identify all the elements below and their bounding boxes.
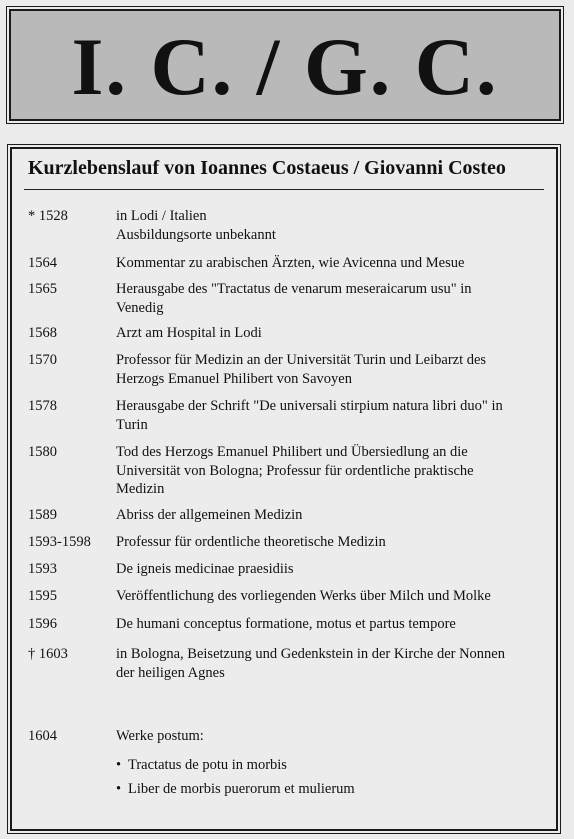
entry-line: Herausgabe der Schrift "De universali stirpium natura libri duo" in [116, 398, 503, 414]
entry-line: Tod des Herzogs Emanuel Philibert und Übersiedlung an die [116, 444, 468, 460]
entry-year: 1595 [28, 588, 57, 604]
timeline-entry-1528 [28, 207, 542, 244]
entry-line: Kommentar zu arabischen Ärzten, wie Avicenna und Mesue [116, 255, 465, 271]
entry-description [116, 506, 542, 525]
entry-description [116, 645, 542, 682]
entry-year: 1578 [28, 398, 57, 414]
bullet-icon: • [116, 756, 122, 773]
list-item [116, 756, 542, 775]
timeline-entry-1568 [28, 324, 542, 343]
entry-line: De humani conceptus formatione, motus et partus tempore [116, 616, 456, 632]
entry-description [116, 533, 542, 552]
entry-line: der heiligen Agnes [116, 664, 225, 681]
list-item-text: Tractatus de potu in morbis [128, 756, 287, 773]
timeline-entry-1578 [28, 397, 542, 434]
entry-line: Herausgabe des "Tractatus de venarum meseraicarum usu" in [116, 281, 472, 297]
entry-line: Abriss der allgemeinen Medizin [116, 507, 303, 523]
timeline-entry-1593 [28, 560, 542, 579]
entry-line: Medizin [116, 481, 165, 497]
entry-description [116, 280, 542, 317]
entry-year: 1589 [28, 507, 57, 523]
posthumous-works-list [116, 756, 542, 799]
entry-description [116, 587, 542, 606]
entry-line: Veröffentlichung des vorliegenden Werks über Milch und Molke [116, 588, 491, 604]
entry-description [116, 324, 542, 343]
title-divider [24, 189, 544, 190]
entry-line: Herzogs Emanuel Philibert von Savoyen [116, 370, 352, 387]
entry-year: * 1528 [28, 208, 68, 224]
timeline-entry-1604 [28, 727, 542, 805]
entry-year: 1570 [28, 352, 57, 368]
entry-year: 1593-1598 [28, 534, 91, 550]
entry-line: Werke postum: [116, 728, 204, 744]
entry-year: 1596 [28, 616, 57, 632]
entry-line: Ausbildungsorte unbekannt [116, 226, 276, 243]
timeline-entry-1580 [28, 443, 542, 499]
entry-description [116, 397, 542, 434]
bullet-icon: • [116, 781, 122, 797]
entry-description [116, 615, 542, 634]
entry-year: 1565 [28, 281, 57, 297]
entry-year: 1593 [28, 561, 57, 577]
header-box [9, 9, 561, 121]
entry-line: Professur für ordentliche theoretische Medizin [116, 534, 386, 550]
entry-description [116, 351, 542, 388]
timeline-entry-1564 [28, 254, 542, 273]
entry-line: De igneis medicinae praesidiis [116, 561, 294, 577]
entry-line: Professor für Medizin an der Universität Turin und Leibarzt des [116, 352, 487, 368]
biography-box [10, 147, 558, 831]
list-item-text: Liber de morbis puerorum et mulierum [128, 781, 355, 797]
entry-year: 1580 [28, 444, 57, 460]
entry-description [116, 443, 542, 499]
timeline-entry-1595 [28, 587, 542, 606]
entry-year: 1564 [28, 255, 57, 271]
timeline-entry-1593-1598 [28, 533, 542, 552]
entry-line: Universität von Bologna; Professur für ordentliche praktische [116, 462, 474, 479]
entry-description [116, 254, 542, 273]
section-title: Kurzlebenslauf von Ioannes Costaeus / Giovanni Costeo [28, 157, 506, 179]
list-item [116, 780, 542, 799]
timeline-entry-1603 [28, 645, 542, 682]
entry-line: in Bologna, Beisetzung und Gedenkstein in der Kirche der Nonnen [116, 646, 505, 662]
timeline-entry-1589 [28, 506, 542, 525]
entry-line: Arzt am Hospital in Lodi [116, 325, 262, 341]
timeline-entry-1570 [28, 351, 542, 388]
entry-line: in Lodi / Italien [116, 208, 207, 224]
entry-description [116, 560, 542, 579]
page-title: I. C. / G. C. [71, 21, 499, 112]
entry-description [116, 727, 542, 805]
entry-year: 1568 [28, 325, 57, 341]
entry-year: 1604 [28, 728, 57, 744]
entry-line: Turin [116, 416, 148, 433]
entry-description [116, 207, 542, 244]
timeline-entry-1565 [28, 280, 542, 317]
entry-year: † 1603 [28, 646, 68, 662]
entry-line: Venedig [116, 299, 164, 316]
timeline-entry-1596 [28, 615, 542, 634]
